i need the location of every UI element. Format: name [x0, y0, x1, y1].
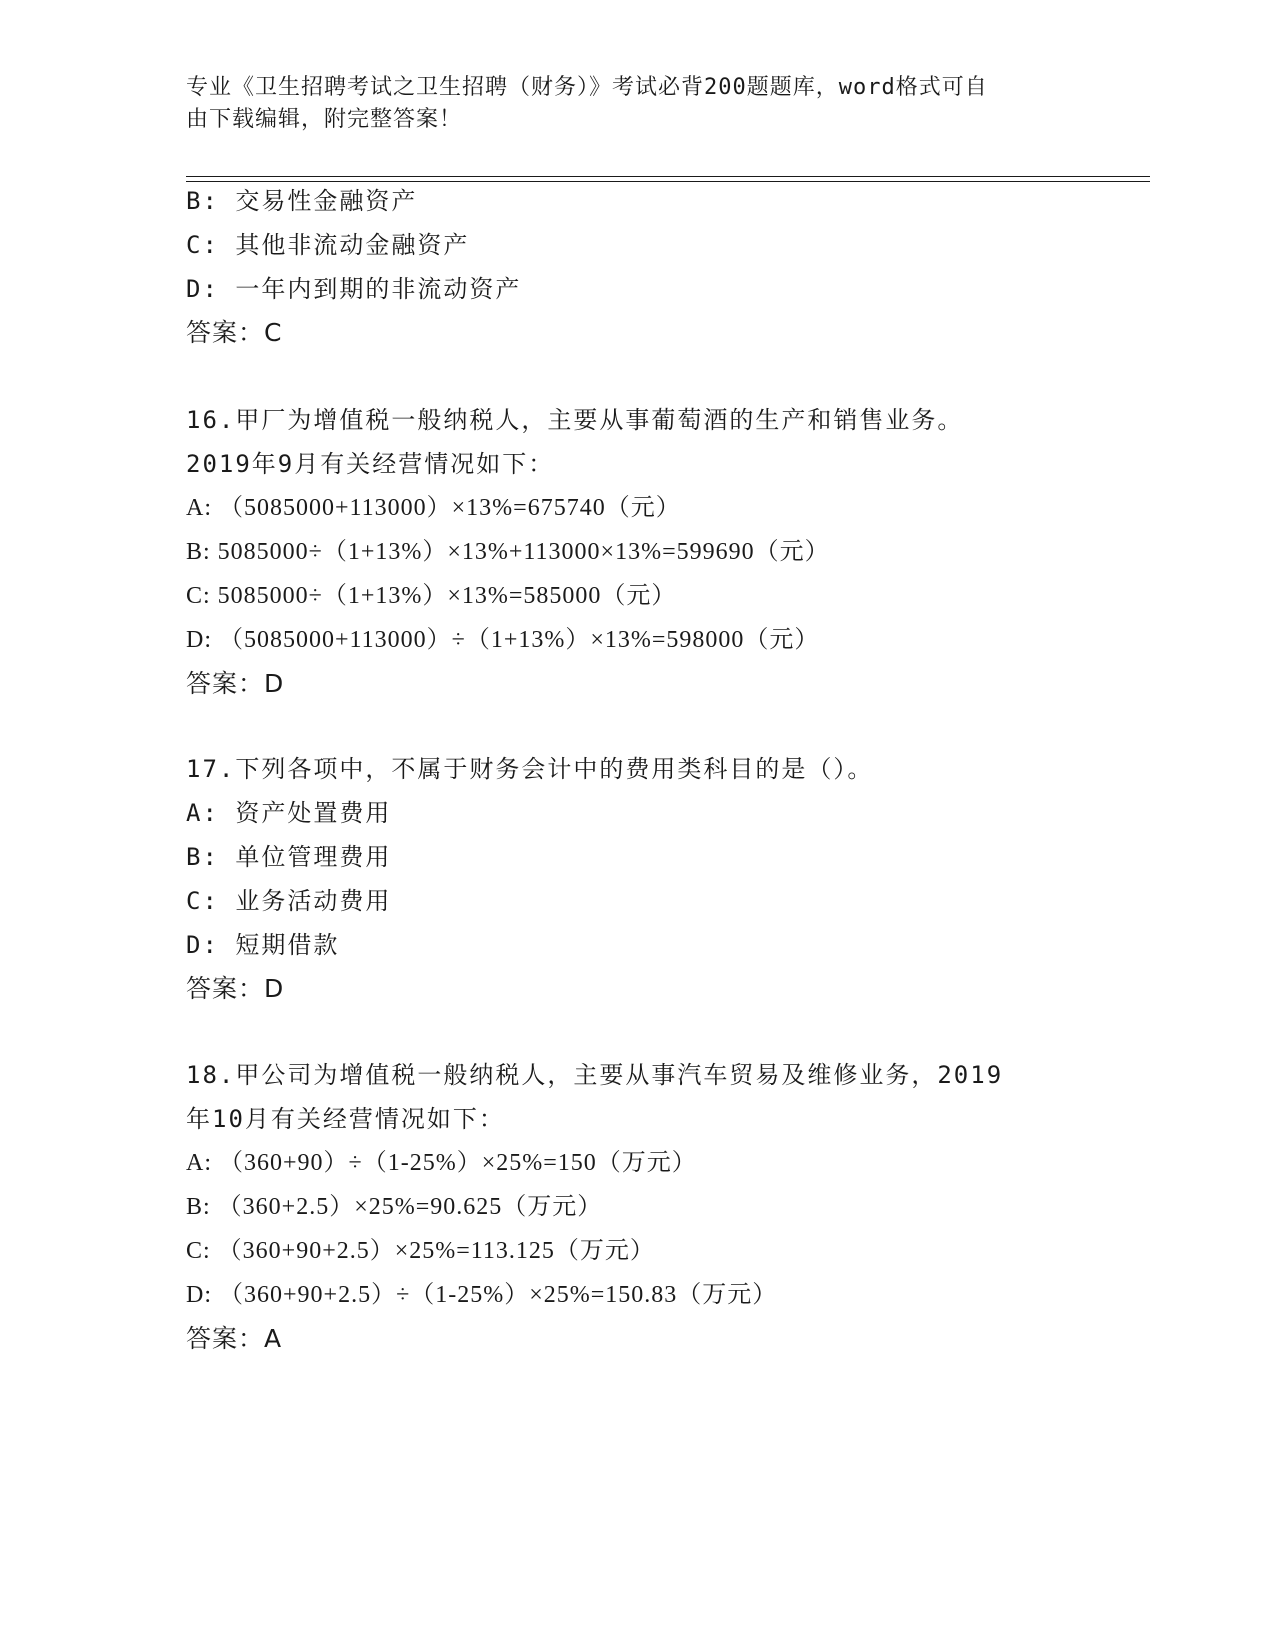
- option-b: B: 交易性金融资产: [186, 187, 418, 215]
- question-16-option-c: C: 5085000÷（1+13%）×13%=585000（元）: [186, 583, 677, 609]
- question-18-stem-line-1: 18.甲公司为增值税一般纳税人，主要从事汽车贸易及维修业务，2019: [186, 1061, 1004, 1089]
- question-18-option-b: B: （360+2.5）×25%=90.625（万元）: [186, 1194, 603, 1220]
- question-16-stem-line-1: 16.甲厂为增值税一般纳税人，主要从事葡萄酒的生产和销售业务。: [186, 406, 964, 434]
- question-17-option-c: C: 业务活动费用: [186, 887, 392, 915]
- header-divider-top: [186, 176, 1150, 177]
- question-16-answer: 答案：D: [186, 669, 285, 698]
- question-18-answer: 答案：A: [186, 1324, 283, 1353]
- question-17-stem: 17.下列各项中，不属于财务会计中的费用类科目的是（）。: [186, 755, 874, 783]
- question-16-option-b: B: 5085000÷（1+13%）×13%+113000×13%=599690（元）: [186, 539, 830, 565]
- question-17-option-b: B: 单位管理费用: [186, 843, 392, 871]
- question-18-option-c: C: （360+90+2.5）×25%=113.125（万元）: [186, 1238, 655, 1264]
- question-16-option-a: A: （5085000+113000）×13%=675740（元）: [186, 495, 681, 521]
- header-line-1: 专业《卫生招聘考试之卫生招聘（财务）》考试必背200题题库，word格式可自: [186, 75, 988, 100]
- answer: 答案：C: [186, 318, 283, 347]
- question-18-option-d: D: （360+90+2.5）÷（1-25%）×25%=150.83（万元）: [186, 1282, 778, 1308]
- question-17-option-a: A: 资产处置费用: [186, 799, 392, 827]
- question-18-stem-line-2: 年10月有关经营情况如下：: [186, 1105, 505, 1133]
- question-17-option-d: D: 短期借款: [186, 931, 340, 959]
- header-line-2: 由下载编辑，附完整答案！: [186, 107, 463, 132]
- header-divider-bottom: [186, 181, 1150, 182]
- question-16-stem-line-2: 2019年9月有关经营情况如下：: [186, 450, 555, 478]
- option-d: D: 一年内到期的非流动资产: [186, 275, 522, 303]
- option-c: C: 其他非流动金融资产: [186, 231, 470, 259]
- question-17-answer: 答案：D: [186, 974, 285, 1003]
- question-18-option-a: A: （360+90）÷（1-25%）×25%=150（万元）: [186, 1150, 697, 1176]
- document-header: [186, 72, 1066, 136]
- question-16-option-d: D: （5085000+113000）÷（1+13%）×13%=598000（元）: [186, 627, 820, 653]
